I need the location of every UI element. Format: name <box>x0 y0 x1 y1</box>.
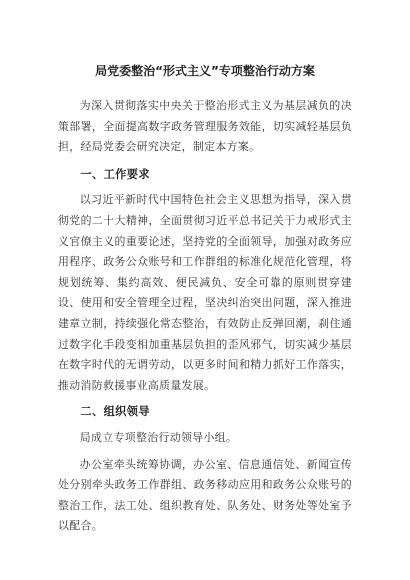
section-heading-organization-leadership: 二、组织领导 <box>80 405 150 419</box>
section-heading-work-requirements: 一、工作要求 <box>80 167 150 181</box>
intro-paragraph: 为深入贯彻落实中央关于整治形式主义为基层减负的决策部署，全面提高数字政务管理服务效能，切实减轻基层负担，经局党委会研究决定，制定本方案。 <box>58 99 352 154</box>
section-organization-leadership <box>58 402 352 537</box>
section-work-requirements <box>58 165 352 397</box>
document-title: 局党委整治“形式主义”专项整治行动方案 <box>95 64 315 78</box>
leadership-group-paragraph: 局成立专项整治行动领导小组。 <box>79 430 238 444</box>
responsibility-paragraph: 办公室牵头统筹协调，办公室、信息通信处、新闻宣传处分别牵头政务工作群组、政务移动应用和政务公众账号的整治工作，法工处、组织教育处、队务处、财务处等处室予以配合。 <box>58 457 352 533</box>
work-requirements-paragraph: 以习近平新时代中国特色社会主义思想为指导，深入贯彻党的二十大精神，全面贯彻习近平总书记关于力戒形式主义官僚主义的重要论述，坚持党的全面领导，加强对政务应用程序、政务公众账号和工作群组的标准化规范化管理，将规划统筹、集约高效、便民减负、安全可靠的原则贯穿建设、使用和安全管理全过程，坚决纠治突出问题，深入推进建章立制，持续强化常态整治，有效防止反弹回潮，刹住通过数字化手段变相加重基层负担的歪风邪气，切实减少基层在数字时代的无谓劳动，以更多时间和精力抓好工作落实，推动消防救援事业高质量发展。 <box>58 193 352 392</box>
